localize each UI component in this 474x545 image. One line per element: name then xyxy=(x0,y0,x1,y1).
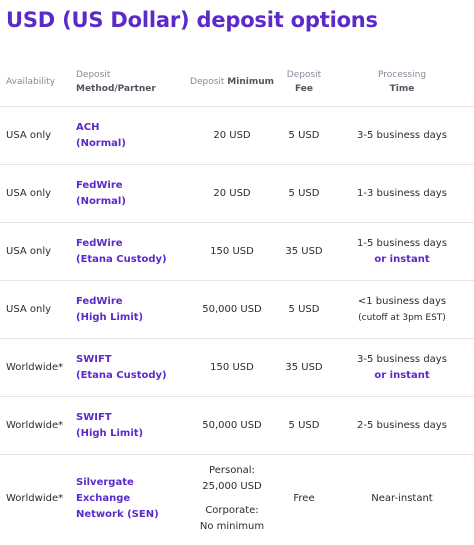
minimum-text: 150 USD xyxy=(210,361,254,373)
header-availability xyxy=(6,58,72,106)
deposit-options-table xyxy=(0,58,474,543)
header-time xyxy=(332,58,472,106)
availability-text: USA only xyxy=(6,187,52,199)
method-variant: (Normal) xyxy=(76,137,126,149)
fee-cell xyxy=(278,107,330,164)
minimum-cell xyxy=(192,165,272,222)
availability-cell xyxy=(6,165,72,222)
availability-cell xyxy=(6,223,72,280)
header-method-line1: Deposit xyxy=(76,70,111,80)
table-header xyxy=(0,58,474,107)
table-row xyxy=(0,397,474,455)
availability-text: Worldwide* xyxy=(6,493,64,504)
availability-text: Worldwide* xyxy=(6,419,64,431)
page-title: USD (US Dollar) deposit options xyxy=(6,8,378,32)
minimum-text: 50,000 USD xyxy=(202,303,262,315)
minimum-cell xyxy=(192,107,272,164)
minimum-cell xyxy=(192,223,272,280)
method-cell xyxy=(76,281,188,338)
table-row xyxy=(0,339,474,397)
header-fee xyxy=(278,58,330,106)
availability-cell xyxy=(6,281,72,338)
time-cutoff-note: (cutoff at 3pm EST) xyxy=(358,312,446,323)
method-variant: (High Limit) xyxy=(76,311,144,323)
method-cell xyxy=(76,455,188,543)
minimum-cell xyxy=(192,339,272,396)
fee-text: 5 USD xyxy=(288,419,320,431)
availability-text: USA only xyxy=(6,303,52,315)
minimum-cell xyxy=(192,455,272,543)
minimum-cell xyxy=(192,281,272,338)
availability-text: Worldwide* xyxy=(6,361,64,373)
minimum-cell xyxy=(192,397,272,454)
time-instant-note: or instant xyxy=(374,253,430,265)
header-method xyxy=(76,58,188,106)
time-text: 3-5 business days xyxy=(357,129,447,141)
minimum-personal-value: 25,000 USD xyxy=(202,481,262,492)
table-row xyxy=(0,107,474,165)
minimum-personal-label: Personal: xyxy=(209,465,255,476)
fee-cell xyxy=(278,339,330,396)
method-cell xyxy=(76,223,188,280)
time-instant-note: or instant xyxy=(374,369,430,381)
time-cell xyxy=(332,281,472,338)
table-row xyxy=(0,281,474,339)
method-cell xyxy=(76,339,188,396)
fee-cell xyxy=(278,223,330,280)
header-fee-line2: Fee xyxy=(295,84,313,94)
table-row xyxy=(0,223,474,281)
header-time-line2: Time xyxy=(389,84,415,94)
time-text: 1-3 business days xyxy=(357,187,447,199)
method-cell xyxy=(76,107,188,164)
fee-text: 35 USD xyxy=(285,361,323,373)
method-variant: (High Limit) xyxy=(76,427,144,439)
time-text: 3-5 business days xyxy=(357,353,447,365)
method-variant: (Normal) xyxy=(76,195,126,207)
method-name: SWIFT xyxy=(76,353,112,365)
header-method-line2: Method/Partner xyxy=(76,84,156,94)
availability-cell xyxy=(6,455,72,543)
fee-cell xyxy=(278,281,330,338)
time-text: <1 business days xyxy=(357,295,447,307)
header-minimum-line2: Minimum xyxy=(227,77,274,87)
table-row xyxy=(0,165,474,223)
time-text: Near-instant xyxy=(371,493,433,504)
time-cell xyxy=(332,223,472,280)
availability-cell xyxy=(6,339,72,396)
time-text: 1-5 business days xyxy=(357,237,447,249)
method-name: ACH xyxy=(76,121,100,133)
fee-cell xyxy=(278,397,330,454)
table-row xyxy=(0,455,474,543)
fee-text: 5 USD xyxy=(288,129,320,141)
method-cell xyxy=(76,165,188,222)
method-name: FedWire xyxy=(76,237,123,249)
header-minimum xyxy=(192,58,272,106)
minimum-corporate-value: No minimum xyxy=(199,521,265,532)
header-minimum-line1: Deposit xyxy=(190,77,225,87)
time-text: 2-5 business days xyxy=(357,419,447,431)
method-variant: Network (SEN) xyxy=(76,509,159,520)
fee-cell xyxy=(278,455,330,543)
header-time-line1: Processing xyxy=(377,70,427,80)
method-name: FedWire xyxy=(76,179,123,191)
availability-cell xyxy=(6,107,72,164)
availability-text: USA only xyxy=(6,129,52,141)
method-name: SWIFT xyxy=(76,411,112,423)
minimum-text: 20 USD xyxy=(213,129,251,141)
method-name: Silvergate Exchange xyxy=(76,477,134,504)
time-cell xyxy=(332,165,472,222)
fee-cell xyxy=(278,165,330,222)
time-cell xyxy=(332,455,472,543)
time-cell xyxy=(332,107,472,164)
time-cell xyxy=(332,397,472,454)
fee-text: Free xyxy=(293,493,315,504)
header-availability-label: Availability xyxy=(6,77,56,87)
method-name: FedWire xyxy=(76,295,123,307)
availability-cell xyxy=(6,397,72,454)
time-cell xyxy=(332,339,472,396)
fee-text: 5 USD xyxy=(288,187,320,199)
minimum-corporate-label: Corporate: xyxy=(205,505,259,516)
method-variant: (Etana Custody) xyxy=(76,253,167,265)
minimum-text: 20 USD xyxy=(213,187,251,199)
method-variant: (Etana Custody) xyxy=(76,369,167,381)
minimum-text: 50,000 USD xyxy=(202,419,262,431)
fee-text: 5 USD xyxy=(288,303,320,315)
fee-text: 35 USD xyxy=(285,245,323,257)
header-fee-line1: Deposit xyxy=(286,70,322,80)
minimum-text: 150 USD xyxy=(210,245,254,257)
availability-text: USA only xyxy=(6,245,52,257)
method-cell xyxy=(76,397,188,454)
